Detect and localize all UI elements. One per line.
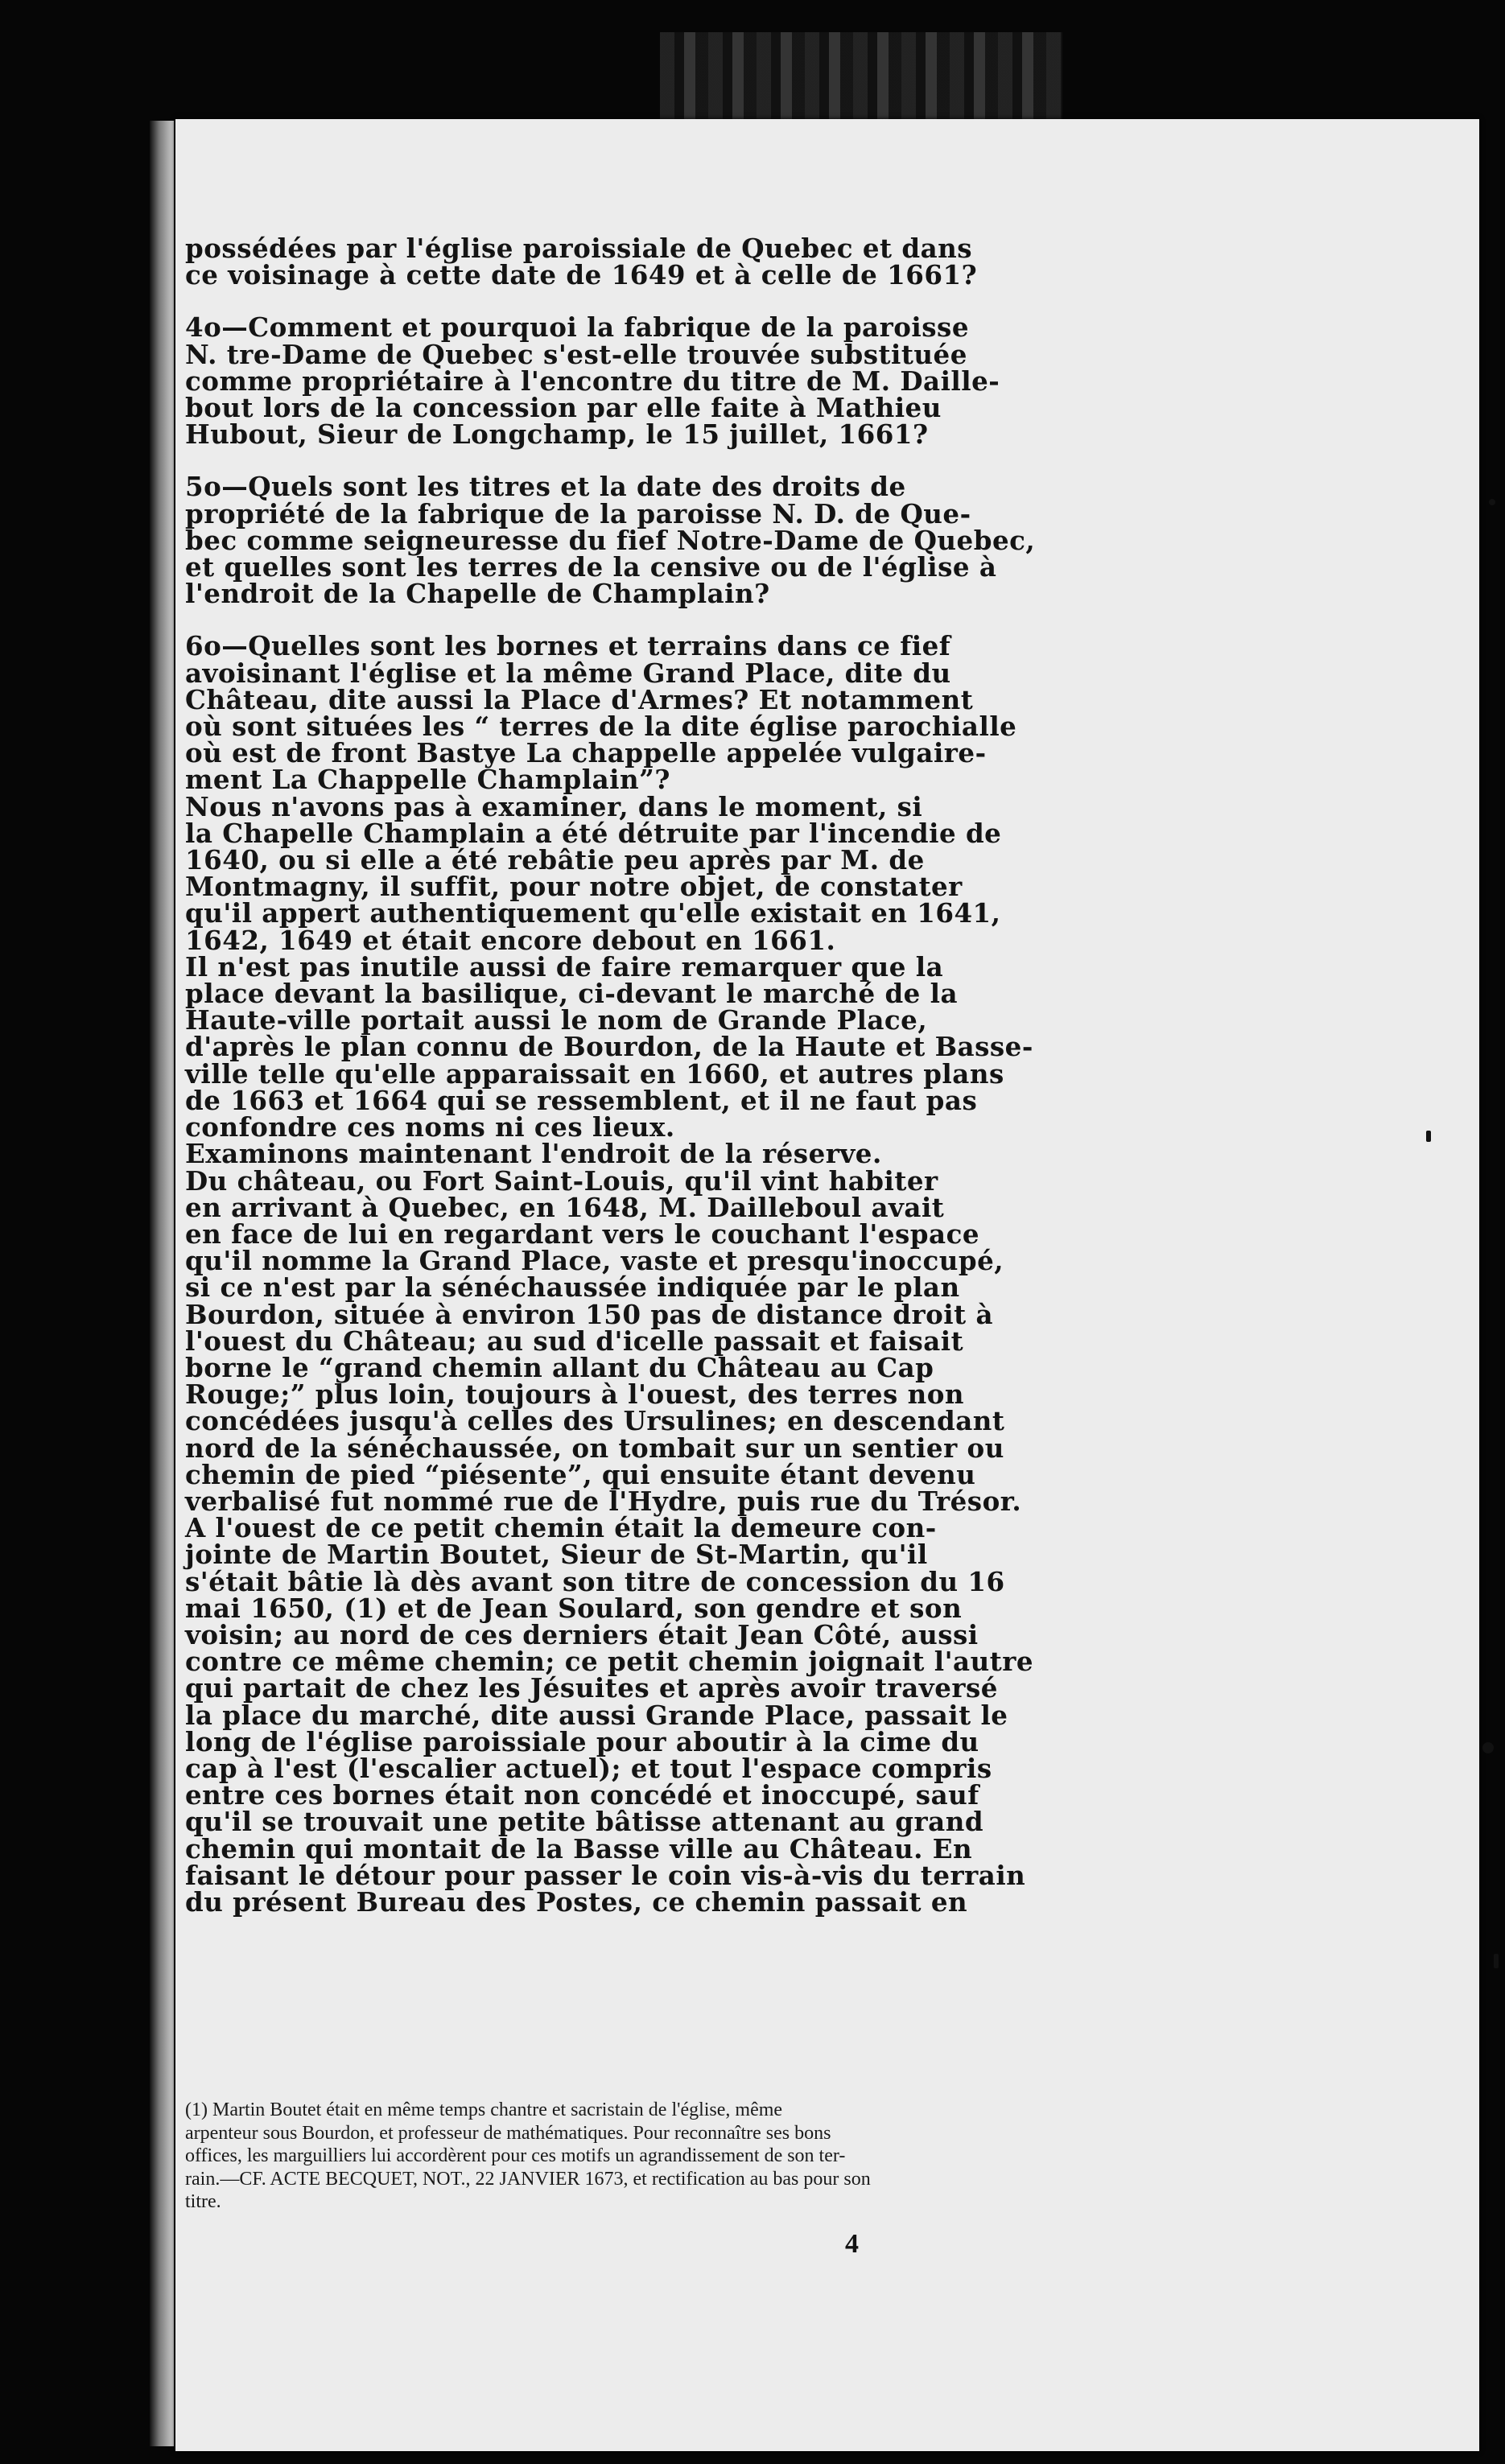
page-binding-edge [150,121,174,2446]
paragraph-question-3-end: possédées par l'église paroissiale de Quebec et dans ce voisinage à cette date de 1649 et à celle de 1661? [185,233,978,291]
scan-speck [1426,1131,1431,1142]
footnote: (1) Martin Boutet était en même temps chantre et sacristain de l'église, même arpenteur sous Bourdon, et professeur de mathématiques. Pour reconnaître ses bons offices, les marguilliers lui accordèrent pour ces motifs un agrandissement de son ter- rain.—CF. ACTE BECQUET, NOT., 22 JANVIER 1673, et rectification au bas pour son titre. [185,2099,871,2212]
paragraph-question-5: 5o—Quels sont les titres et la date des droits de propriété de la fabrique de la paroisse N. D. de Que- bec comme seigneuresse du fief Notre-Dame de Quebec, et quelles sont les terres de la censive ou de l'église à l'endroit de la Chapelle de Champlain? [185,471,1036,610]
scan-speck [1482,1742,1494,1753]
paragraph-question-4: 4o—Comment et pourquoi la fabrique de la paroisse N. tre-Dame de Quebec s'est-elle trouvée substituée comme propriétaire à l'encontre du titre de M. Daille- bout lors de la concession par elle faite à Mathieu Hubout, Sieur de Longchamp, le 15 juillet, 1661? [185,311,1000,451]
page-number: 4 [845,2229,859,2259]
film-strip-header [660,32,1062,129]
scan-speck [1489,499,1495,505]
body-text [185,233,1360,1918]
scan-speck [1494,1954,1499,1968]
paragraph-question-6-and-discussion: 6o—Quelles sont les bornes et terrains dans ce fief avoisinant l'église et la même Grand Place, dite du Château, dite aussi la Place d'Armes? Et notamment où sont situées les “ terres de la dite église parochialle où est de front Bastye La chappelle appelée vulgaire- ment La Chappelle Champlain”? Nous n'avons pas à examiner, dans le moment, si la Chapelle Champlain a été détruite par l'incendie de 1640, ou si elle a été rebâtie peu après par M. de Montmagny, il suffit, pour notre objet, de constater qu'il appert authentiquement qu'elle existait en 1641, 1642, 1649 et était encore debout en 1661. Il n'est pas inutile aussi de faire remarquer que la place devant la basilique, ci-devant le marché de la Haute-ville portait aussi le nom de Grande Place, d'après le plan connu de Bourdon, de la Haute et Basse- ville telle qu'elle apparaissait en 1660, et autres plans de 1663 et 1664 qui se ressemblent, et il ne faut pas confondre ces noms ni ces lieux. Examinons maintenant l'endroit de la réserve. Du château, ou Fort Saint-Louis, qu'il vint habiter en arrivant à Quebec, en 1648, M. Dailleboul avait en face de lui en regardant vers le couchant l'espace qu'il nomme la Grand Place, vaste et presqu'inoccupé, si ce n'est par la sénéchaussée indiquée par le plan Bourdon, située à environ 150 pas de distance droit à l'ouest du Château; au sud d'icelle passait et faisait borne le “grand chemin allant du Château au Cap Rouge;” plus loin, toujours à l'ouest, des terres non concédées jusqu'à celles des Ursulines; en descendant nord de la sénéchaussée, on tombait sur un sentier ou chemin de pied “piésente”, qui ensuite étant devenu verbalisé fut nommé rue de l'Hydre, puis rue du Trésor. A l'ouest de ce petit chemin était la demeure con- jointe de Martin Boutet, Sieur de St-Martin, qu'il s'était bâtie là dès avant son titre de concession du 16 mai 1650, (1) et de Jean Soulard, son gendre et son voisin; au nord de ces derniers était Jean Côté, aussi contre ce même chemin; ce petit chemin joignait l'autre qui partait de chez les Jésuites et après avoir traversé la place du marché, dite aussi Grande Place, passait le long de l'église paroissiale pour aboutir à la cime du cap à l'est (l'escalier actuel); et tout l'espace compris entre ces bornes était non concédé et inoccupé, sauf qu'il se trouvait une petite bâtisse attenant au grand chemin qui montait de la Basse ville au Château. En faisant le détour pour passer le coin vis-à-vis du terrain du présent Bureau des Postes, ce chemin passait en [185,630,1034,1918]
